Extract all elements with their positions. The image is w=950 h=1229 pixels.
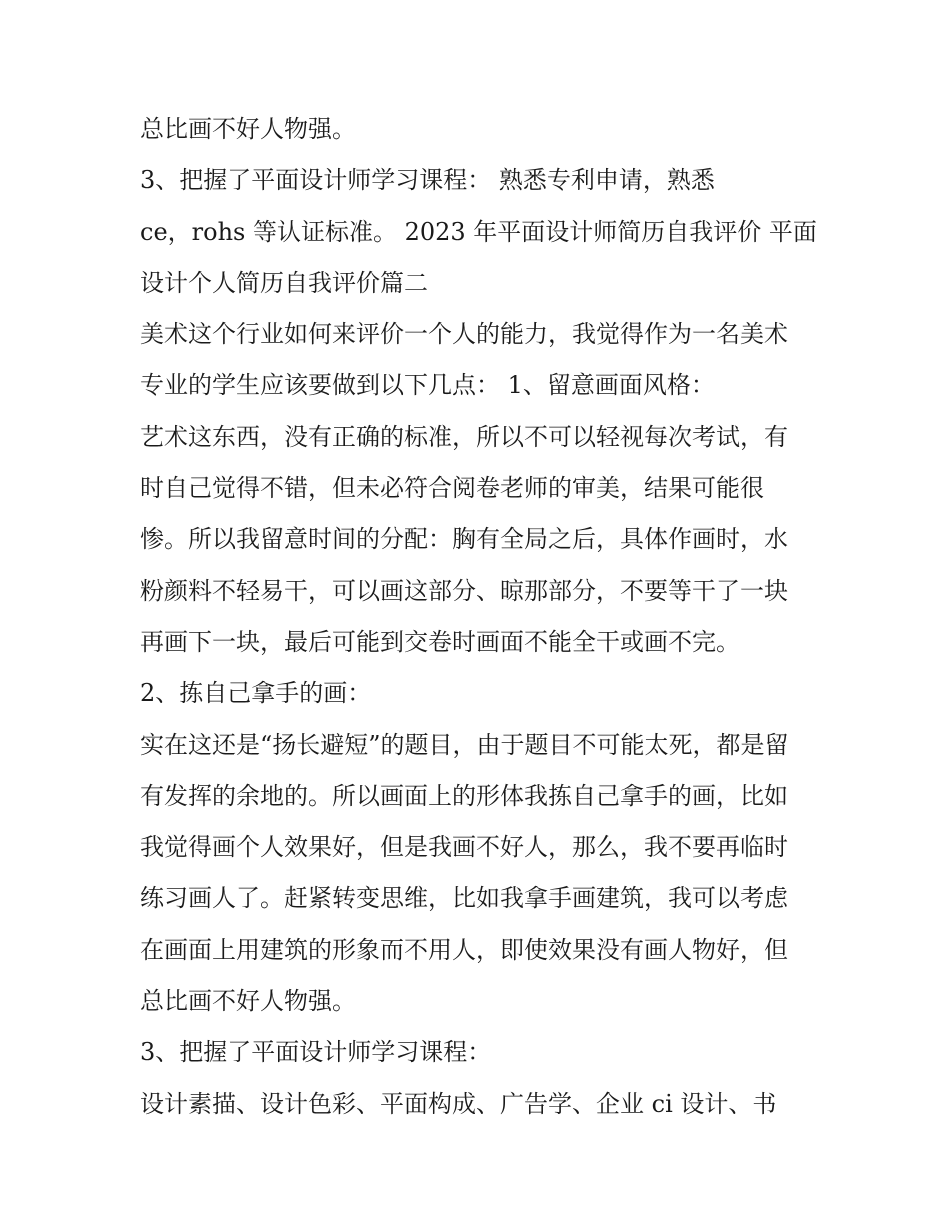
text-line: 总比画不好人物强。	[140, 115, 356, 143]
text-line: 惨。所以我留意时间的分配：胸有全局之后，具体作画时，水	[140, 525, 788, 554]
text-line: 我觉得画个人效果好，但是我画不好人，那么，我不要再临时	[140, 833, 788, 862]
text-line: 3、把握了平面设计师学习课程：	[140, 1038, 492, 1067]
document-body	[140, 104, 830, 1130]
text-line: 艺术这东西，没有正确的标准，所以不可以轻视每次考试，有	[140, 422, 788, 451]
text-line: 设计个人简历自我评价篇二	[140, 268, 428, 297]
text-line: 美术这个行业如何来评价一个人的能力，我觉得作为一名美术	[140, 320, 788, 349]
text-line: 时自己觉得不错，但未必符合阅卷老师的审美，结果可能很	[140, 474, 764, 503]
text-line: 再画下一块，最后可能到交卷时画面不能全干或画不完。	[140, 627, 740, 656]
text-line: 设计素描、设计色彩、平面构成、广告学、企业 ci 设计、书	[140, 1089, 777, 1118]
text-line: 在画面上用建筑的形象而不用人，即使效果没有画人物好，但	[140, 935, 788, 964]
text-line: 粉颜料不轻易干，可以画这部分、晾那部分，不要等干了一块	[140, 576, 788, 605]
text-line: 专业的学生应该要做到以下几点： 1、留意画面风格：	[140, 371, 715, 400]
text-line: ce，rohs 等认证标准。 2023 年平面设计师简历自我评价 平面	[140, 217, 817, 246]
text-line: 练习画人了。赶紧转变思维，比如我拿手画建筑，我可以考虑	[140, 884, 788, 913]
text-line: 3、把握了平面设计师学习课程： 熟悉专利申请，熟悉	[140, 166, 715, 195]
text-line: 有发挥的余地的。所以画面上的形体我拣自己拿手的画，比如	[140, 781, 788, 810]
text-line: 2、拣自己拿手的画：	[140, 679, 372, 708]
text-line: 实在这还是“扬长避短”的题目，由于题目不可能太死，都是留	[140, 730, 789, 759]
text-line: 总比画不好人物强。	[140, 987, 356, 1016]
